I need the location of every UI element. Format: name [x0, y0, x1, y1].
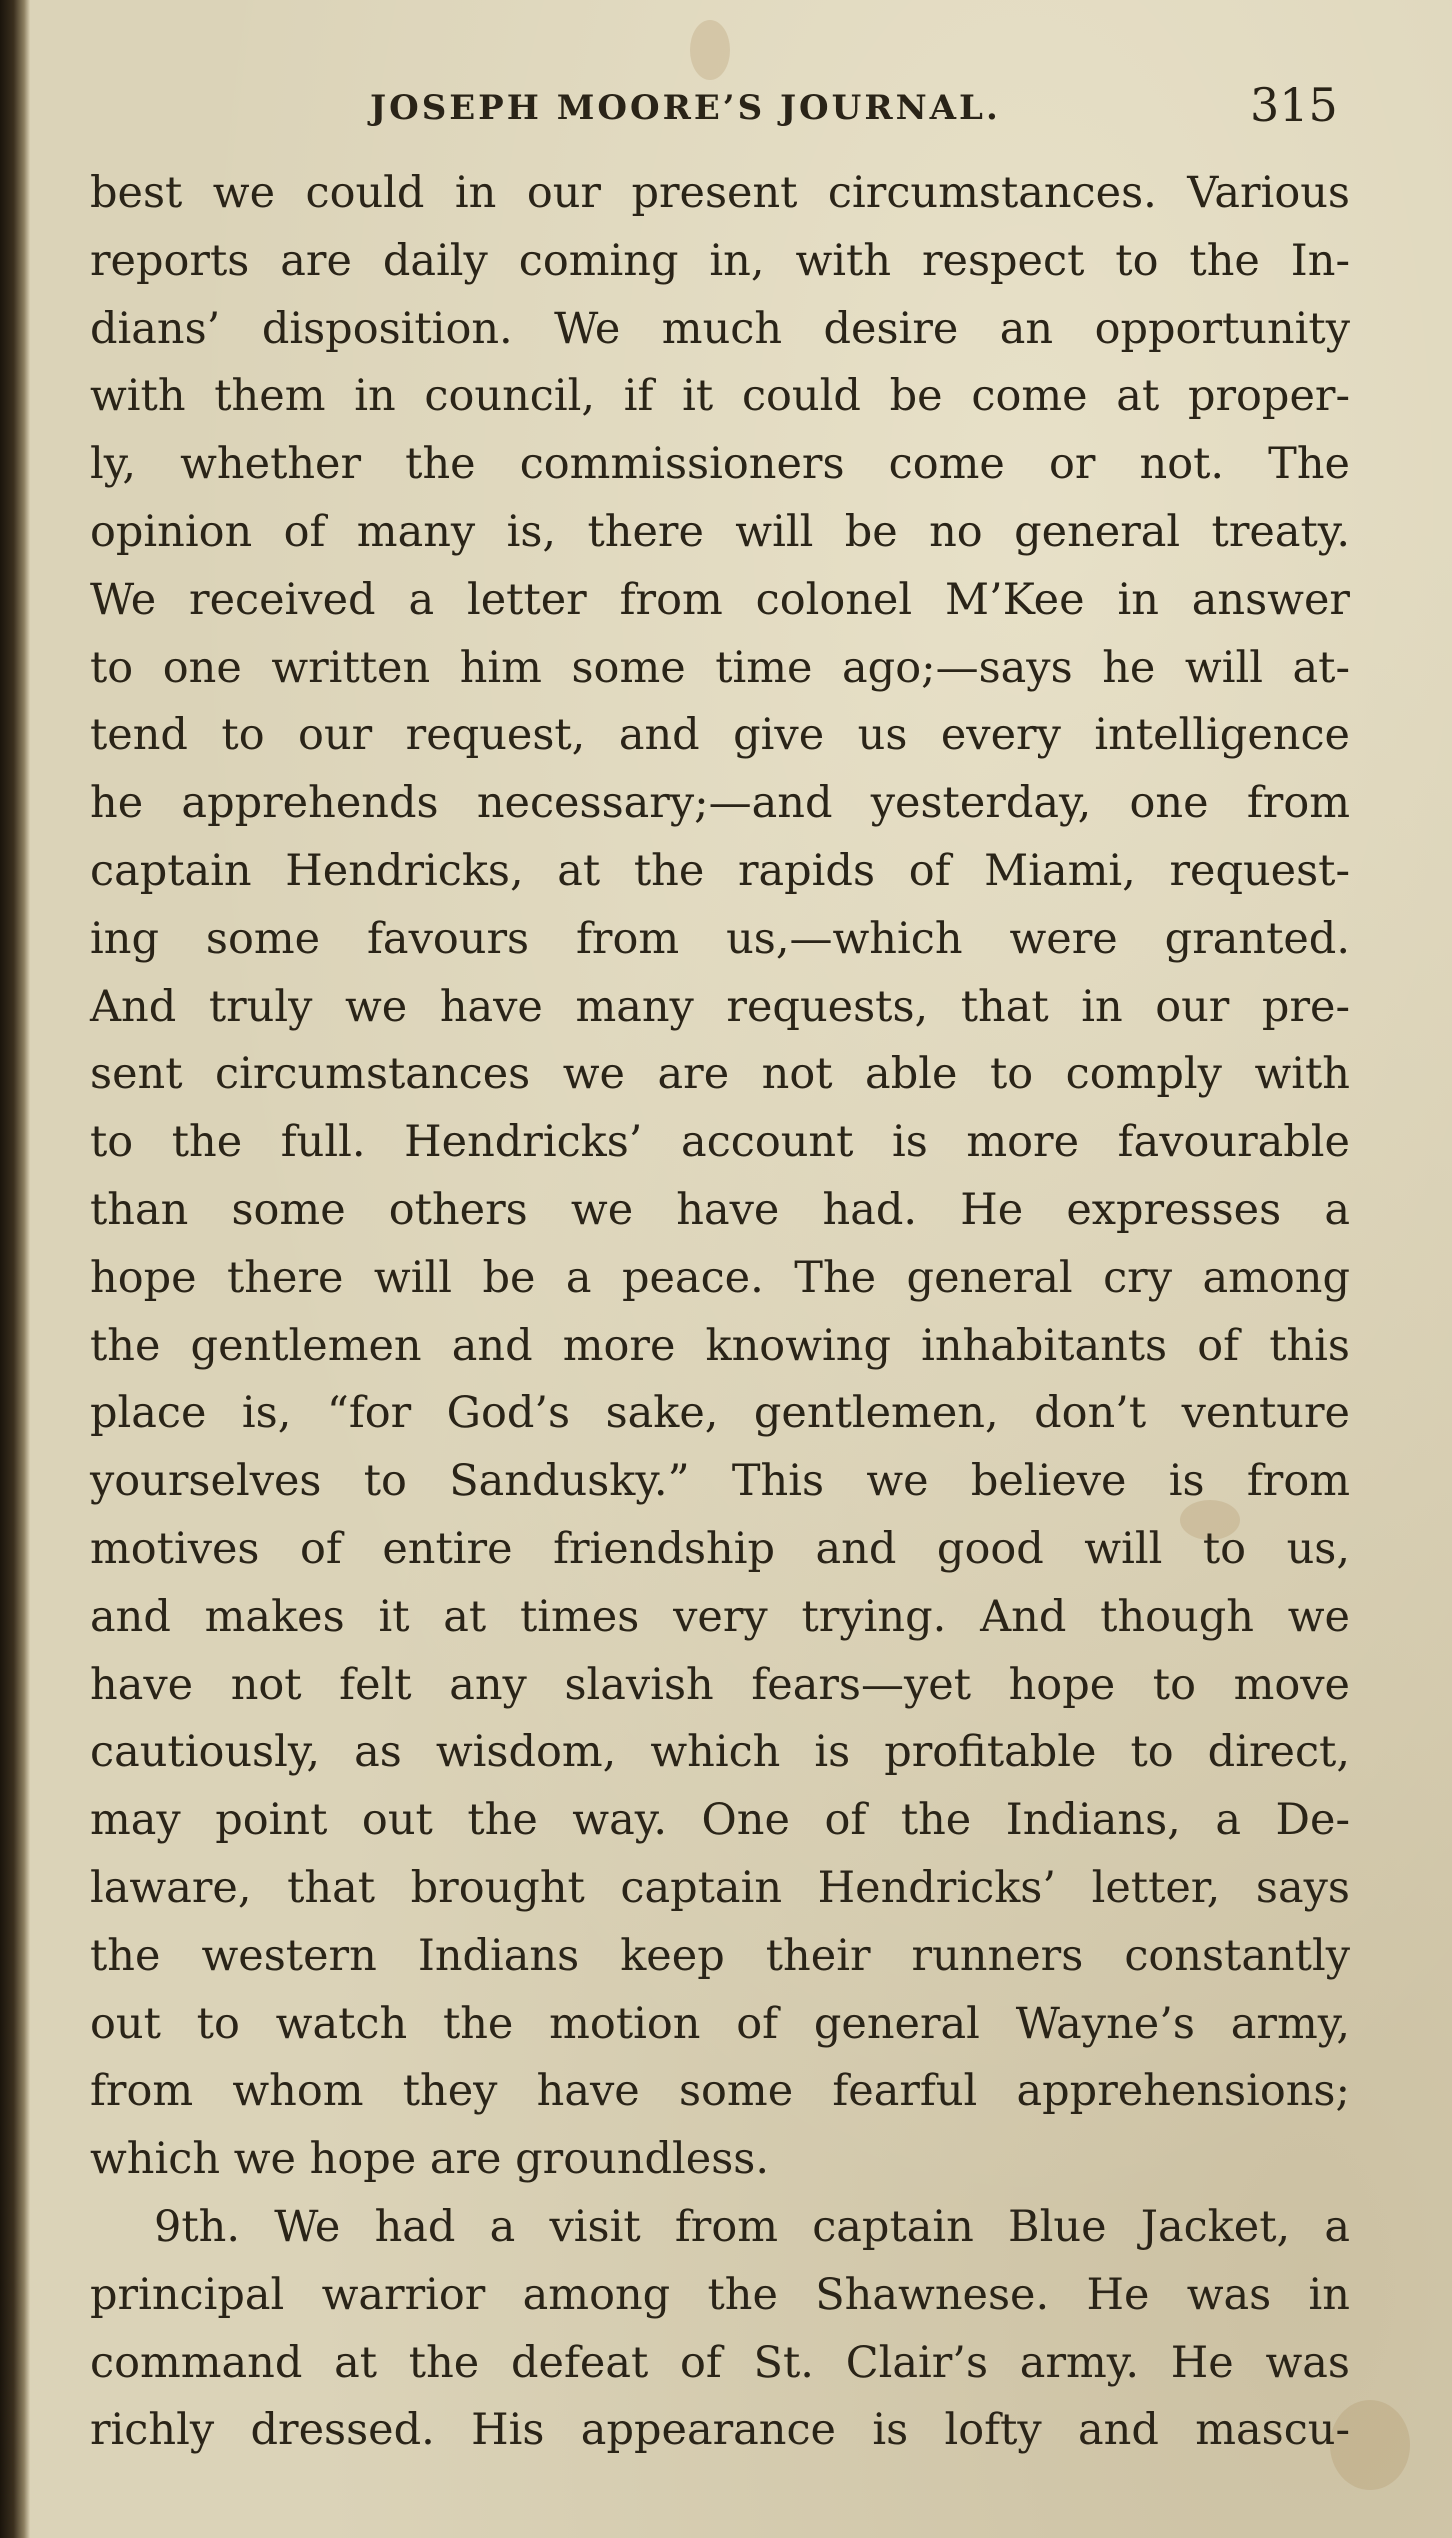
text-line: ing some favours from us,—which were granted. [90, 913, 1350, 964]
text-line: out to watch the motion of general Wayne’s army, [90, 1998, 1350, 2049]
paragraph-end-line: which we hope are groundless. [90, 2134, 770, 2185]
text-line: have not felt any slavish fears—yet hope to move [90, 1659, 1350, 1710]
text-line: motives of entire friendship and good will to us, [90, 1523, 1350, 1574]
text-line: than some others we have had. He expresses a [90, 1184, 1350, 1235]
text-line: captain Hendricks, at the rapids of Miami, request- [90, 845, 1350, 896]
text-line: from whom they have some fearful apprehensions; [90, 2066, 1350, 2117]
foxing-stain [690, 20, 730, 80]
text-line: cautiously, as wisdom, which is profitable to direct, [90, 1727, 1350, 1778]
text-line: dians’ disposition. We much desire an opportunity [90, 303, 1350, 354]
text-line: command at the defeat of St. Clair’s army. He was [90, 2337, 1350, 2388]
paragraph-start-line: 9th. We had a visit from captain Blue Jacket, a [154, 2201, 1350, 2252]
text-line: the gentlemen and more knowing inhabitants of this [90, 1320, 1350, 1371]
text-line: sent circumstances we are not able to comply with [90, 1049, 1350, 1100]
running-head [0, 78, 1452, 138]
text-line: to one written him some time ago;—says he will at- [90, 642, 1350, 693]
text-line: principal warrior among the Shawnese. He was in [90, 2269, 1350, 2320]
text-line: to the full. Hendricks’ account is more favourable [90, 1117, 1350, 1168]
text-line: with them in council, if it could be come at proper- [90, 371, 1350, 422]
text-line: We received a letter from colonel M’Kee in answer [90, 574, 1350, 625]
body-text [90, 160, 1350, 2465]
text-line: hope there will be a peace. The general cry among [90, 1252, 1350, 1303]
text-line: opinion of many is, there will be no general treaty. [90, 506, 1350, 557]
text-line: And truly we have many requests, that in our pre- [90, 981, 1350, 1032]
text-line: ly, whether the commissioners come or not. The [90, 439, 1350, 490]
text-line: the western Indians keep their runners constantly [90, 1930, 1350, 1981]
page-number: 315 [1250, 78, 1338, 132]
text-line: laware, that brought captain Hendricks’ letter, says [90, 1862, 1350, 1913]
text-line: richly dressed. His appearance is lofty and mascu- [90, 2405, 1350, 2456]
text-line: he apprehends necessary;—and yesterday, one from [90, 778, 1350, 829]
text-line: place is, “for God’s sake, gentlemen, don’t venture [90, 1388, 1350, 1439]
text-line: may point out the way. One of the Indians, a De- [90, 1795, 1350, 1846]
text-line: tend to our request, and give us every intelligence [90, 710, 1350, 761]
text-line: yourselves to Sandusky.” This we believe is from [90, 1456, 1350, 1507]
text-line: and makes it at times very trying. And though we [90, 1591, 1350, 1642]
text-line: reports are daily coming in, with respect to the In- [90, 235, 1350, 286]
running-title: JOSEPH MOORE’S JOURNAL. [370, 88, 1001, 128]
binding-shadow [0, 0, 30, 2538]
text-line: best we could in our present circumstances. Various [90, 168, 1350, 218]
